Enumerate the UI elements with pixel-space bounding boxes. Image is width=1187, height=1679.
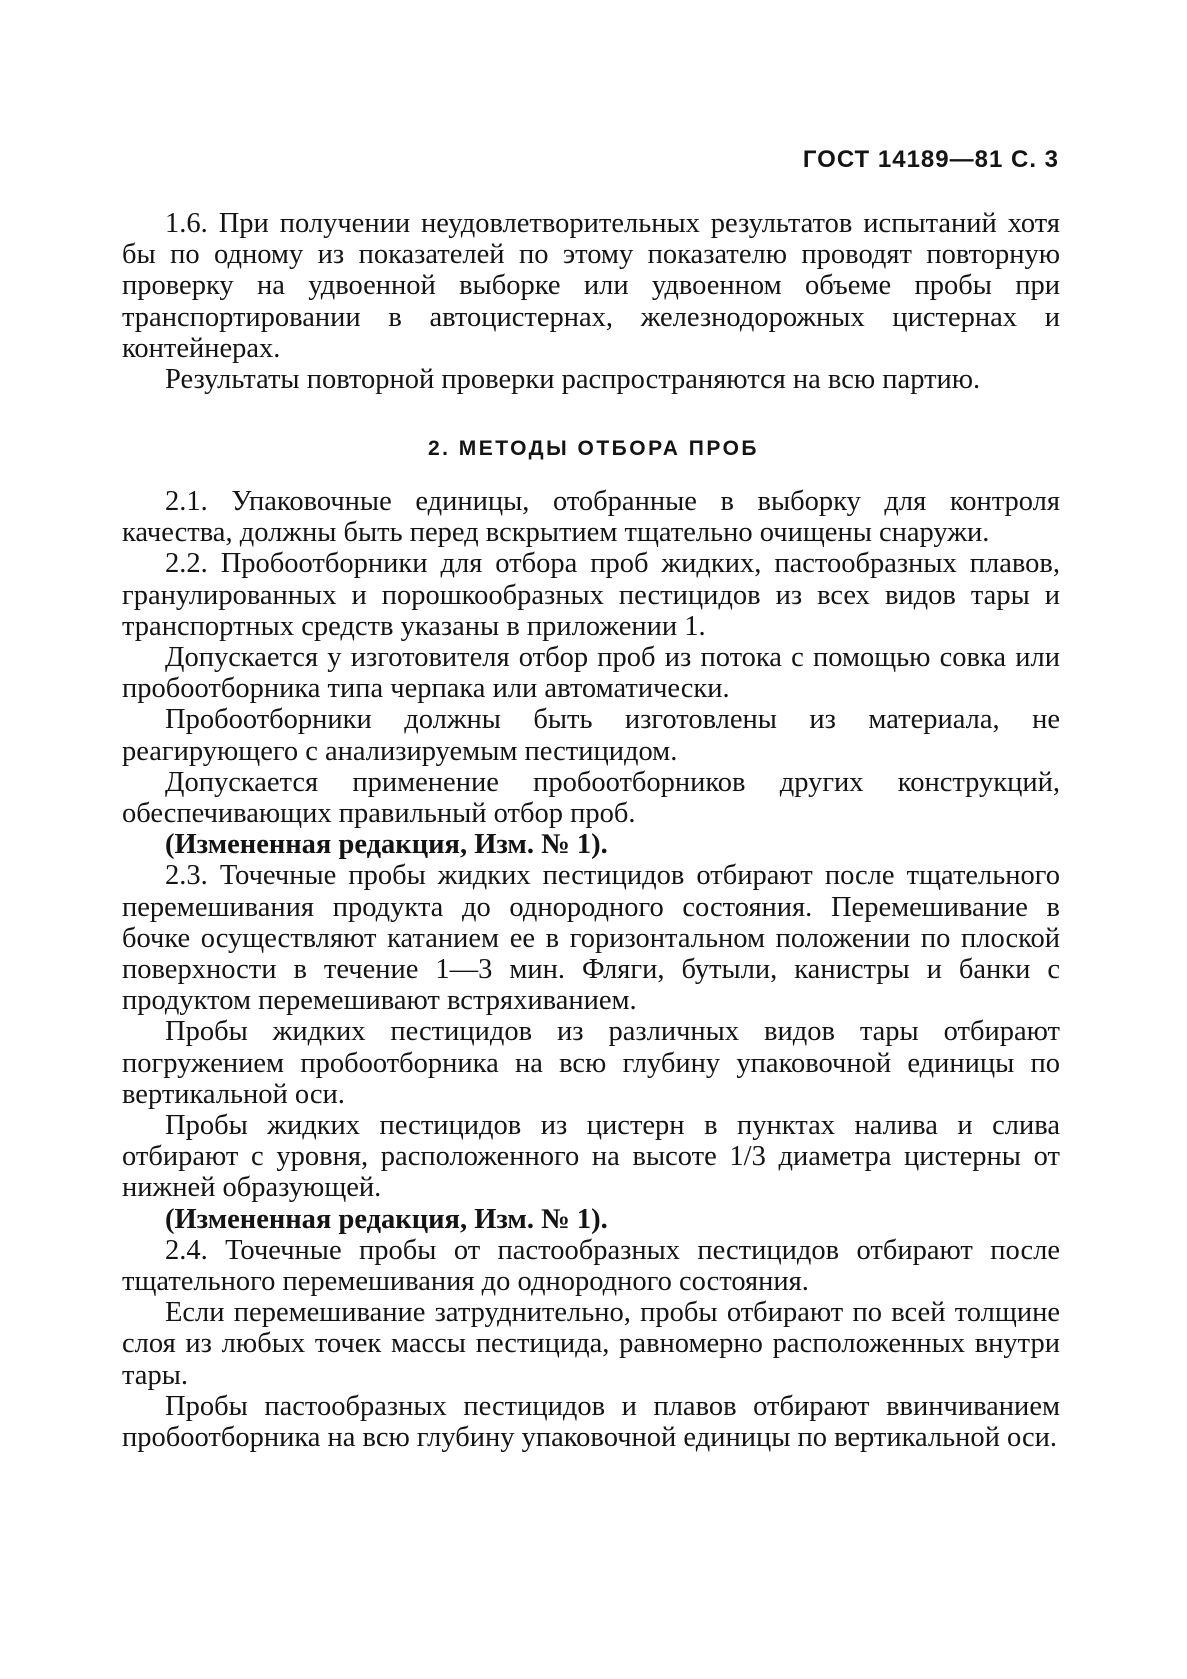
paragraph: 2.3. Точечные пробы жидких пестицидов отбирают после тщательного перемешивания продукта до однородного состояния. Перемешивание в бочке осуществляют катанием ее в горизонтальном положении по плоской поверхности в течение 1—3 мин. Фляги, бутыли, канистры и банки с продуктом перемешивают встряхиванием.: [122, 860, 1060, 1017]
amendment-note: (Измененная редакция, Изм. № 1).: [165, 829, 608, 861]
paragraph: Допускается применение пробоотборников других конструкций, обеспечивающих правильный отбор проб.: [122, 766, 1060, 830]
paragraph: Допускается у изготовителя отбор проб из потока с помощью совка или пробоотборника типа черпака или автоматически.: [122, 642, 1060, 705]
page-header-doc-ref: ГОСТ 14189—81 С. 3: [802, 146, 1059, 173]
amendment-note: (Измененная редакция, Изм. № 1).: [165, 1203, 608, 1235]
paragraph: Пробы жидких пестицидов из различных видов тары отбирают погружением пробоотборника на всю глубину упаковочной единицы по вертикальной оси.: [122, 1016, 1060, 1110]
section-title: 2. МЕТОДЫ ОТБОРА ПРОБ: [427, 437, 760, 460]
paragraph: 2.2. Пробоотборники для отбора проб жидких, пастообразных плавов, гранулированных и порошкообразных пестицидов из всех видов тары и транспортных средств указаны в приложении 1.: [122, 548, 1060, 642]
paragraph: Результаты повторной проверки распространяются на всю партию.: [165, 364, 981, 396]
paragraph: Пробоотборники должны быть изготовлены из материала, не реагирующего с анализируемым пестицидом.: [122, 704, 1060, 767]
section-1-continuation: [122, 208, 1060, 395]
paragraph: Если перемешивание затруднительно, пробы отбирают по всей толщине слоя из любых точек массы пестицида, равномерно расположенных внутри тары.: [122, 1297, 1060, 1391]
section-2-body: [122, 486, 1060, 1453]
paragraph: 2.4. Точечные пробы от пастообразных пестицидов отбирают после тщательного перемешивания до однородного состояния.: [122, 1234, 1060, 1298]
paragraph: 1.6. При получении неудовлетворительных результатов испытаний хотя бы по одному из показателей по этому показателю проводят повторную проверку на удвоенной выборке или удвоенном объеме пробы при транспортировании в автоцистернах, железнодорожных цистернах и контейнерах.: [122, 208, 1060, 364]
paragraph: Пробы пастообразных пестицидов и плавов отбирают ввинчиванием пробоотборника на всю глубину упаковочной единицы по вертикальной оси.: [122, 1390, 1060, 1454]
paragraph: Пробы жидких пестицидов из цистерн в пунктах налива и слива отбирают с уровня, расположенного на высоте 1/3 диаметра цистерны от нижней образующей.: [122, 1110, 1060, 1204]
paragraph: 2.1. Упаковочные единицы, отобранные в выборку для контроля качества, должны быть перед вскрытием тщательно очищены снаружи.: [122, 486, 1060, 549]
